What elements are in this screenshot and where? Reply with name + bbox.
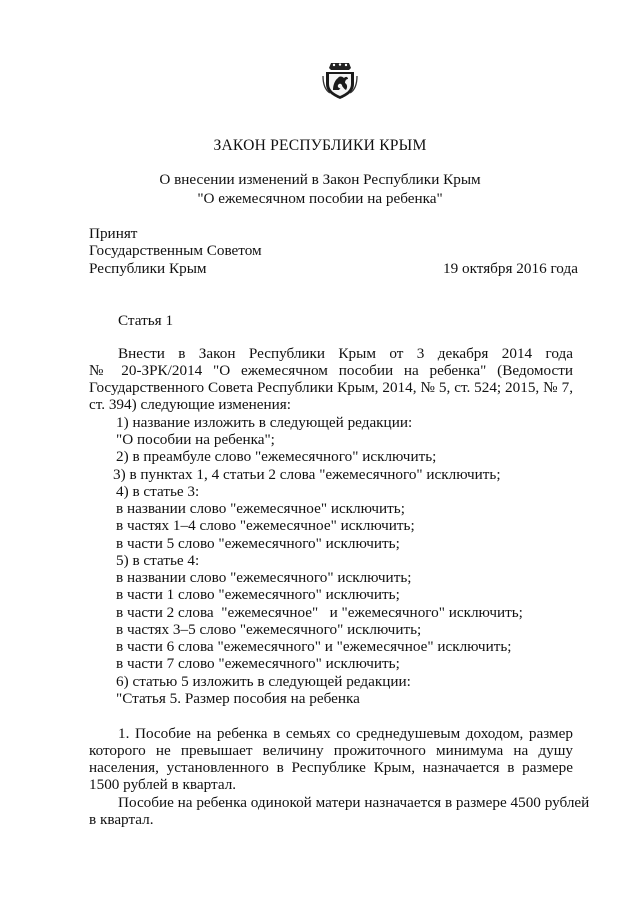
- paragraph-1-line: которого не превышает величину прожиточного минимума на душу: [89, 742, 573, 759]
- amendment-item: в частях 1–4 слово "ежемесячное" исключить;: [116, 517, 415, 534]
- paragraph-2-line: Пособие на ребенка одинокой матери назначается в размере 4500 рублей: [118, 794, 590, 811]
- paragraph-1-line: 1500 рублей в квартал.: [89, 776, 237, 793]
- paragraph-1-line: населения, установленного в Республике Крым, назначается в размере: [89, 759, 573, 776]
- amendment-item: в названии слово "ежемесячное" исключить;: [116, 500, 405, 517]
- intro-line: № 20-ЗРК/2014 "О ежемесячном пособии на ребенка" (Ведомости: [89, 362, 573, 379]
- coat-of-arms-emblem: [320, 60, 360, 100]
- intro-line: Государственного Совета Республики Крым, 2014, № 5, ст. 524; 2015, № 7,: [89, 379, 573, 396]
- adoption-line-2: Государственным Советом: [89, 242, 262, 259]
- amendment-item: в названии слово "ежемесячного" исключить;: [116, 569, 412, 586]
- adoption-date: 19 октября 2016 года: [443, 260, 578, 277]
- document-title: ЗАКОН РЕСПУБЛИКИ КРЫМ: [213, 137, 427, 154]
- amendment-item: "О пособии на ребенка";: [116, 431, 275, 448]
- amendment-item: 3) в пунктах 1, 4 статьи 2 слова "ежемесячного" исключить;: [113, 466, 501, 483]
- adoption-line-1: Принят: [89, 225, 138, 242]
- intro-line: Внести в Закон Республики Крым от 3 декабря 2014 года: [118, 345, 573, 362]
- article-heading: Статья 1: [118, 312, 174, 329]
- amendment-item: 6) статью 5 изложить в следующей редакции:: [116, 673, 411, 690]
- adoption-line-3: Республики Крым: [89, 260, 207, 277]
- paragraph-1-line: 1. Пособие на ребенка в семьях со среднедушевым доходом, размер: [118, 725, 573, 742]
- document-subtitle-line-2: "О ежемесячном пособии на ребенка": [197, 190, 443, 207]
- amendment-item: 1) название изложить в следующей редакции:: [116, 414, 413, 431]
- amendment-item: 4) в статье 3:: [116, 483, 200, 500]
- amendment-item: 5) в статье 4:: [116, 552, 200, 569]
- amendment-item: в части 2 слова "ежемесячное" и "ежемесячного" исключить;: [116, 604, 523, 621]
- amendment-item: 2) в преамбуле слово "ежемесячного" исключить;: [116, 448, 437, 465]
- intro-line: ст. 394) следующие изменения:: [89, 396, 291, 413]
- amendment-item: в части 7 слово "ежемесячного" исключить;: [116, 655, 400, 672]
- paragraph-2-line: в квартал.: [89, 811, 154, 828]
- amendment-item: в части 5 слово "ежемесячного" исключить;: [116, 535, 400, 552]
- amendment-item: в части 1 слово "ежемесячного" исключить;: [116, 586, 400, 603]
- amendment-item: в частях 3–5 слово "ежемесячного" исключить;: [116, 621, 422, 638]
- amendment-item: "Статья 5. Размер пособия на ребенка: [116, 690, 360, 707]
- amendment-item: в части 6 слова "ежемесячного" и "ежемесячное" исключить;: [116, 638, 512, 655]
- document-subtitle-line-1: О внесении изменений в Закон Республики Крым: [159, 171, 481, 188]
